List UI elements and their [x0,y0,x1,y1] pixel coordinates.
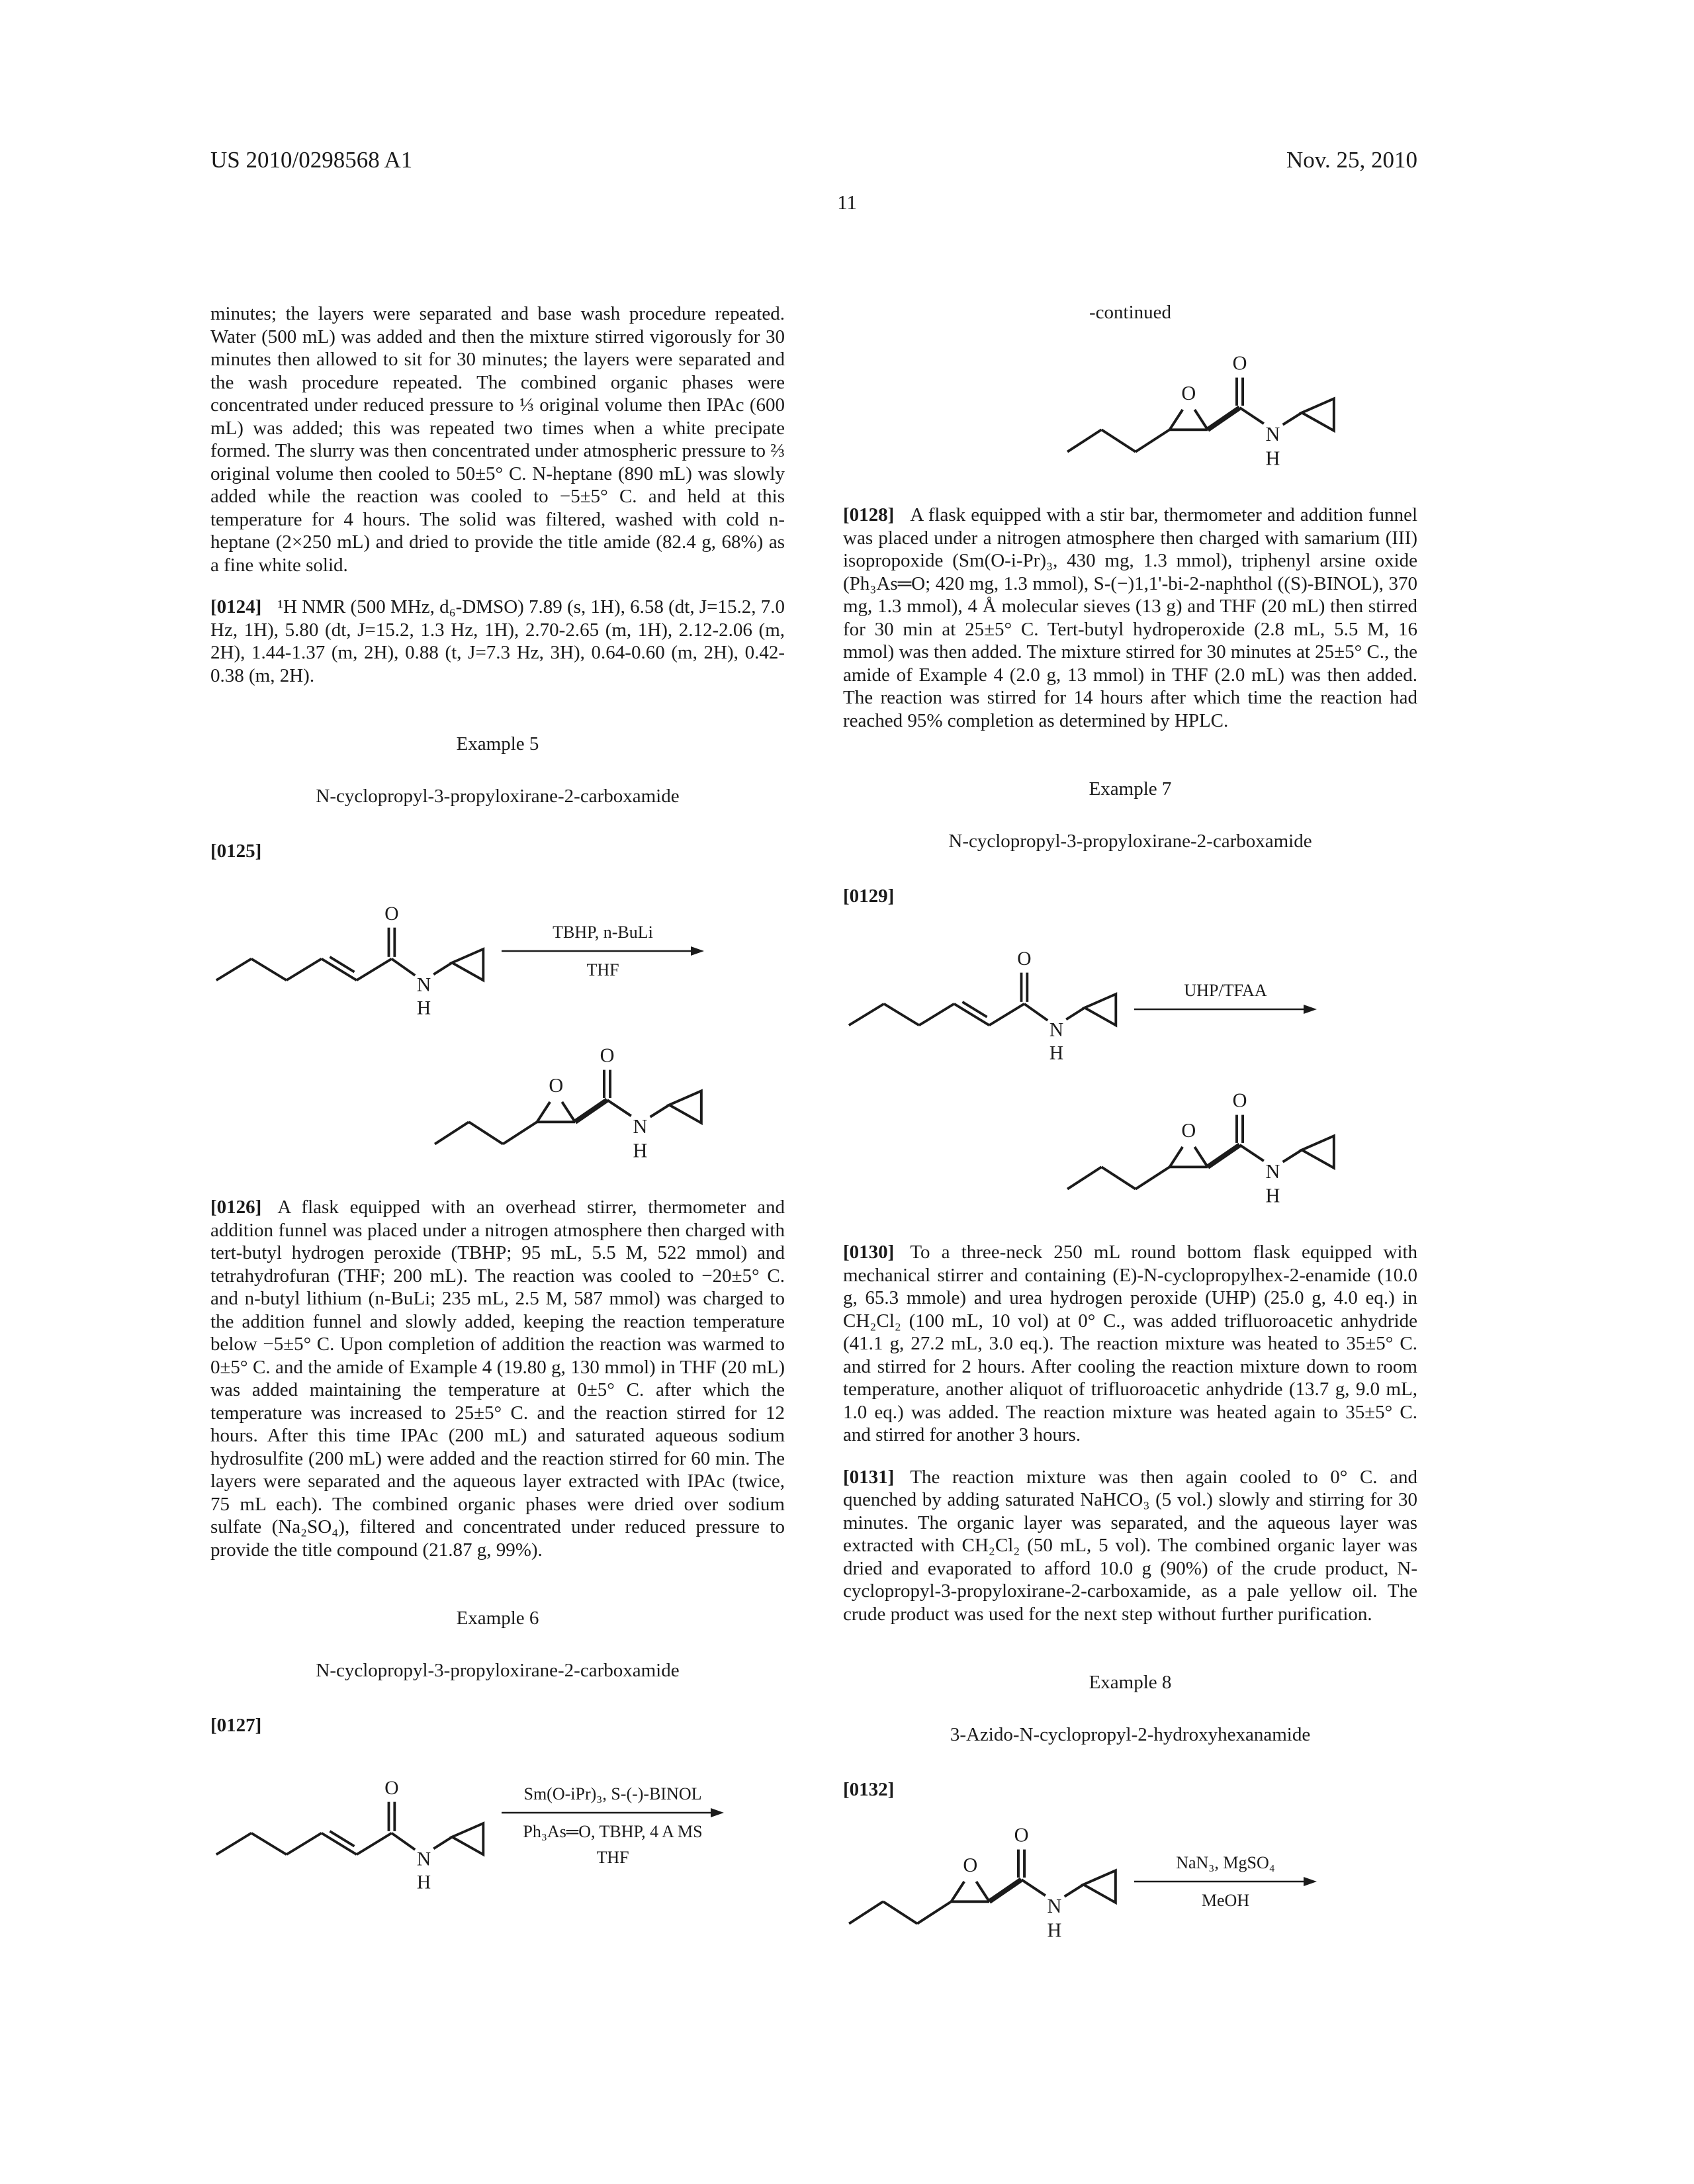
example-7-heading: Example 7 [1089,778,1172,799]
epoxide-product-structure [429,1032,713,1172]
paragraph-0128 [843,504,1417,732]
left-column [210,283,785,1927]
reaction-scheme-example5 [210,873,785,1172]
solvent-below-arrow: MeOH [1201,1891,1250,1910]
example-7-compound-name: N-cyclopropyl-3-propyloxirane-2-carboxamide [948,831,1312,852]
paragraph-body: The reaction mixture was then again cooled to 0° C. and quenched by adding saturated NaHCO₃ (5 vol.) slowly and stirring for 30 minutes. The organic layer was separated, and the aqueous layer was extracted with CH₂Cl₂ (50 mL, 5 vol). The combined organic layer was dried and evaporated to afford 10.0 g (90%) of the crude product, N-cyclopropyl-3-propyloxirane-2-carboxamide, as a pale yellow oil. The crude product was used for the next step without further purification. [843,1466,1417,1625]
epoxide-product-structure [1061,1077,1346,1217]
paragraph-body: To a three-neck 250 mL round bottom flask equipped with mechanical stirrer and containing (E)-N-cyclopropylhex-2-enamide (10.0 g, 65.3 mmole) and urea hydrogen peroxide (UHP) (25.0 g, 4.0 eq.) in CH₂Cl₂ (100 mL, 10 vol) at 0° C., was added trifluoroacetic anhydride (41.1 g, 27.2 mL, 3.0 eq.). The reaction mixture was heated to 35±5° C. and stirred for 2 hours. After cooling the reaction mixture down to room temperature, another aliquot of trifluoroacetic anhydride (13.7 g, 9.0 mL, 1.0 eq.) was added. The reaction mixture was heated again to 35±5° C. and stirred for another 3 hours. [843,1242,1417,1445]
reaction-arrow-block [1133,978,1318,1015]
example-5-heading: Example 5 [456,733,539,754]
paragraph-body: ¹H NMR (500 MHz, d₆-DMSO) 7.89 (s, 1H), 6.58 (dt, J=15.2, 7.0 Hz, 1H), 5.80 (dt, J=15.2, 1.3 Hz, 1H), 2.70-2.65 (m, 1H), 2.12-2.06 (m, 2H), 1.44-1.37 (m, 2H), 0.88 (t, J=7.3 Hz, 3H), 0.64-0.60 (m, 2H), 0.42-0.38 (m, 2H). [210,596,785,686]
paragraph-number: [0130] [843,1242,895,1263]
paragraph-body: A flask equipped with an overhead stirrer, thermometer and addition funnel was placed under a nitrogen atmosphere then charged with tert-butyl hydrogen peroxide (TBHP; 95 mL, 5.5 M, 522 mmol) and tetrahydrofuran (THF; 200 mL). The reaction was cooled to −20±5° C. and n-butyl lithium (n-BuLi; 235 mL, 2.5 M, 587 mmol) was charged to the addition funnel and slowly added, keeping the reaction temperature below −5±5° C. Upon completion of addition the reaction was warmed to 0±5° C. and the amide of Example 4 (19.80 g, 130 mmol) in THF (20 mL) was added maintaining the temperature at 0±5° C. after which the temperature was increased to 25±5° C. and the reaction stirred for 12 hours. After this time IPAc (200 mL) and saturated aqueous sodium hydrosulfite (200 mL) were added and the reaction stirred for 60 min. The layers were separated and the aqueous layer extracted with IPAc (twice, 75 mL each). The combined organic phases were dried over sodium sulfate (Na₂SO₄), filtered and concentrated under reduced pressure to provide the title compound (21.87 g, 99%). [210,1197,785,1561]
paragraph-number: [0124] [210,596,262,617]
scheme8-reactant-row [843,1811,1417,1952]
paragraph-continuation [210,302,785,576]
reagents-below-arrow: Ph₃As═O, TBHP, 4 A MS [523,1821,703,1841]
reagents-above-arrow: Sm(O-iPr)₃, S-(-)-BINOL [523,1784,702,1803]
hexenamide-structure [843,918,1128,1074]
reaction-scheme-example6 [210,1747,785,1903]
paragraph-0130 [843,1241,1417,1447]
page-number: 11 [837,191,857,214]
scheme5-reactant-row [210,873,785,1029]
continued-structure-figure [1061,340,1417,480]
example-8-compound-name: 3-Azido-N-cyclopropyl-2-hydroxyhexanamide [950,1724,1311,1745]
reaction-arrow-block [1133,1850,1318,1913]
reaction-scheme-example7 [843,918,1417,1217]
reagents-above-arrow: UHP/TFAA [1184,980,1267,1000]
reaction-arrow [500,1807,725,1819]
reaction-scheme-example8 [843,1811,1417,1952]
paragraph-number-0125: [0125] [210,841,262,862]
scheme7-reactant-row [843,918,1417,1074]
reagents-above-arrow: TBHP, n-BuLi [553,923,653,942]
epoxide-reactant-structure [843,1811,1128,1952]
example-8-heading: Example 8 [1089,1672,1172,1693]
publication-date: Nov. 25, 2010 [1286,147,1417,173]
scheme6-reactant-row [210,1747,785,1903]
paragraph-body: A flask equipped with a stir bar, thermometer and addition funnel was placed under a nitrogen atmosphere then charged with samarium (III) isopropoxide (Sm(O-i-Pr)₃, 430 mg, 1.3 mmol), triphenyl arsine oxide (Ph₃As═O; 420 mg, 1.3 mmol), S-(−)1,1'-bi-2-naphthol ((S)-BINOL), 370 mg, 1.3 mmol), 4 Å molecular sieves (13 g) and THF (20 mL) then stirred for 30 min at 25±5° C. Tert-butyl hydroperoxide (2.8 mL, 5.5 M, 16 mmol) was then added. The mixture stirred for 30 minutes at 25±5° C., the amide of Example 4 (2.0 g, 13 mmol) in THF (2.0 mL) was then added. The reaction was stirred for 14 hours after which time the reaction had reached 95% completion as determined by HPLC. [843,504,1417,731]
example-6-compound-name: N-cyclopropyl-3-propyloxirane-2-carboxamide [316,1660,680,1681]
hexenamide-structure [210,873,495,1029]
reaction-arrow [1133,1003,1318,1015]
reaction-arrow-block [500,919,705,983]
paragraph-0126 [210,1196,785,1561]
solvent-below-arrow: THF [586,960,619,979]
right-column [843,283,1417,1976]
reaction-arrow [1133,1876,1318,1888]
continued-label: -continued [1089,302,1171,323]
reaction-arrow-block [500,1781,725,1870]
solvent-below-arrow: THF [596,1847,629,1867]
paragraph-body: minutes; the layers were separated and base wash procedure repeated. Water (500 mL) was added and then the mixture stirred vigorously for 30 minutes then allowed to sit for 30 minutes; the layers were separated and the wash procedure repeated. The combined organic phases were concentrated under reduced pressure to ⅓ original volume then IPAc (600 mL) was added; this was repeated two times when a white precipate formed. The slurry was then concentrated under atmospheric pressure to ⅔ original volume then cooled to 50±5° C. N-heptane (890 mL) was slowly added while the reaction was cooled to −5±5° C. and held at this temperature for 4 hours. The solid was filtered, washed with cold n-heptane (2×250 mL) and dried to provide the title amide (82.4 g, 68%) as a fine white solid. [210,303,785,576]
example-5-compound-name: N-cyclopropyl-3-propyloxirane-2-carboxamide [316,786,680,807]
paragraph-number: [0131] [843,1466,895,1488]
scheme7-product-row [1061,1077,1417,1217]
hexenamide-structure [210,1747,495,1903]
paragraph-number: [0128] [843,504,895,525]
paragraph-0131 [843,1466,1417,1626]
paragraph-number-0129: [0129] [843,886,895,907]
epoxide-product-structure [1061,340,1346,480]
scheme5-product-row [429,1032,785,1172]
publication-number: US 2010/0298568 A1 [210,147,413,173]
paragraph-number: [0126] [210,1197,262,1218]
paragraph-0124 [210,596,785,687]
example-6-heading: Example 6 [456,1608,539,1629]
paragraph-number-0132: [0132] [843,1779,895,1800]
reagents-above-arrow: NaN₃, MgSO₄ [1176,1853,1275,1872]
reaction-arrow [500,945,705,957]
paragraph-number-0127: [0127] [210,1715,262,1736]
